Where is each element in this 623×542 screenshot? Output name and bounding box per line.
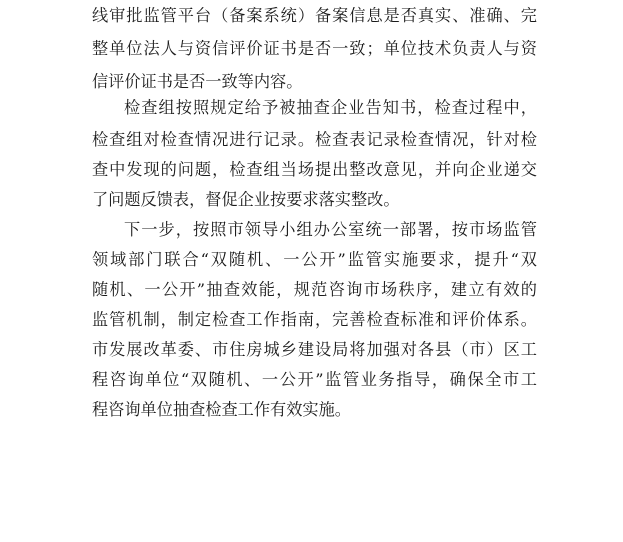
paragraph-3-line-5: 市发展改革委、市住房城乡建设局将加强对各县（市）区工: [92, 340, 537, 359]
paragraph-2-line-2: 检查组对检查情况进行记录。检查表记录检查情况，针对检: [92, 130, 537, 149]
paragraph-1-line-1: 线审批监管平台（备案系统）备案信息是否真实、准确、完: [92, 6, 537, 25]
paragraph-3-line-2: 领域部门联合“双随机、一公开”监管实施要求，提升“双: [92, 250, 537, 269]
paragraph-2-line-4: 了问题反馈表，督促企业按要求落实整改。: [92, 190, 400, 209]
paragraph-1-line-2: 整单位法人与资信评价证书是否一致；单位技术负责人与资: [92, 39, 537, 58]
paragraph-1-line-3: 信评价证书是否一致等内容。: [92, 72, 303, 91]
paragraph-3-line-1: 下一步，按照市领导小组办公室统一部署，按市场监管: [124, 220, 537, 239]
paragraph-3-line-4: 监管机制，制定检查工作指南，完善检查标准和评价体系。: [92, 310, 537, 329]
paragraph-3-line-7: 程咨询单位抽查检查工作有效实施。: [92, 400, 351, 419]
paragraph-3-line-6: 程咨询单位“双随机、一公开”监管业务指导，确保全市工: [92, 370, 537, 389]
paragraph-2-line-3: 查中发现的问题，检查组当场提出整改意见，并向企业递交: [92, 160, 537, 179]
paragraph-3-line-3: 随机、一公开”抽查效能，规范咨询市场秩序，建立有效的: [92, 280, 537, 299]
paragraph-2-line-1: 检查组按照规定给予被抽查企业告知书，检查过程中，: [124, 98, 537, 117]
